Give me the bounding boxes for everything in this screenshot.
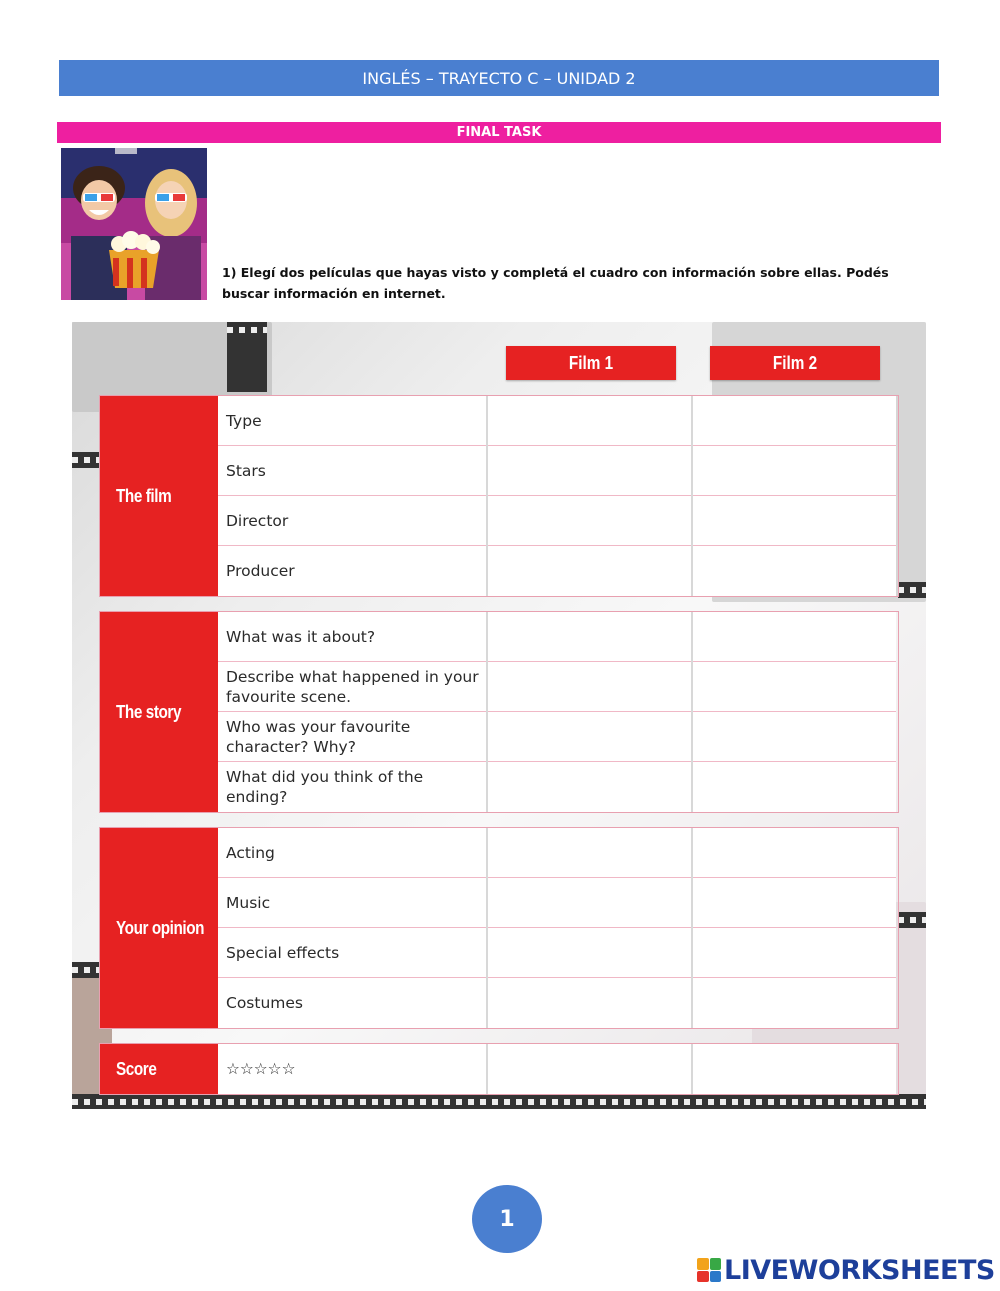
film2-type-input[interactable] xyxy=(693,396,896,445)
score-stars: ☆☆☆☆☆ xyxy=(226,1060,296,1078)
film2-score-input[interactable] xyxy=(693,1044,896,1094)
unit-title-bar xyxy=(59,60,939,96)
film-strip-top xyxy=(227,322,267,392)
film1-type-input[interactable] xyxy=(488,396,691,445)
row-label-music: Music xyxy=(218,878,486,928)
film-1-header: Film 1 xyxy=(506,346,676,380)
film1-effects-input[interactable] xyxy=(488,928,691,977)
film-strip-right xyxy=(898,582,926,598)
section-label-the-story: The story xyxy=(100,612,218,812)
film2-costumes-input[interactable] xyxy=(693,978,896,1028)
section-label-the-film: The film xyxy=(100,396,218,596)
row-label-director: Director xyxy=(218,496,486,546)
film1-music-input[interactable] xyxy=(488,878,691,927)
film2-producer-input[interactable] xyxy=(693,546,896,596)
film1-acting-input[interactable] xyxy=(488,828,691,877)
page-number: 1 xyxy=(499,1206,515,1232)
movie-audience-illustration xyxy=(61,148,207,300)
section-label-your-opinion: Your opinion xyxy=(100,828,218,1028)
liveworksheets-logo-icon xyxy=(697,1258,721,1282)
film2-acting-input[interactable] xyxy=(693,828,896,877)
row-label-about: What was it about? xyxy=(218,612,486,662)
film2-about-input[interactable] xyxy=(693,612,896,661)
film1-score-input[interactable] xyxy=(488,1044,691,1094)
section-your-opinion xyxy=(100,828,898,1028)
film2-stars-input[interactable] xyxy=(693,446,896,495)
film2-character-input[interactable] xyxy=(693,712,896,761)
film1-character-input[interactable] xyxy=(488,712,691,761)
film2-music-input[interactable] xyxy=(693,878,896,927)
film2-director-input[interactable] xyxy=(693,496,896,545)
row-label-acting: Acting xyxy=(218,828,486,878)
film-strip-left xyxy=(72,452,102,468)
page-number-badge xyxy=(472,1185,542,1253)
final-task-bar xyxy=(57,122,941,143)
row-label-ending: What did you think of the ending? xyxy=(226,768,424,806)
section-score xyxy=(100,1044,898,1094)
film2-ending-input[interactable] xyxy=(693,762,896,812)
row-label-favourite-character: Who was your favourite character? Why? xyxy=(218,712,486,762)
row-label-stars: Stars xyxy=(218,446,486,496)
unit-title: INGLÉS – TRAYECTO C – UNIDAD 2 xyxy=(362,68,636,88)
exercise-instructions: 1) Elegí dos películas que hayas visto y completá el cuadro con información sobre ellas. Podés buscar información en internet. xyxy=(222,265,889,301)
film-2-header: Film 2 xyxy=(710,346,880,380)
row-label-favourite-scene: Describe what happened in your favourite scene. xyxy=(218,662,486,712)
row-label-special-effects: Special effects xyxy=(218,928,486,978)
section-the-film xyxy=(100,396,898,596)
film1-producer-input[interactable] xyxy=(488,546,691,596)
liveworksheets-brand xyxy=(697,1253,995,1287)
film1-scene-input[interactable] xyxy=(488,662,691,711)
row-label-producer: Producer xyxy=(226,562,295,580)
film-strip-right-lower xyxy=(898,912,926,928)
film1-ending-input[interactable] xyxy=(488,762,691,812)
section-label-score: Score xyxy=(100,1044,218,1094)
final-task-title: FINAL TASK xyxy=(456,125,542,140)
film-strip-bottom xyxy=(72,1094,926,1109)
film2-effects-input[interactable] xyxy=(693,928,896,977)
film-strip-bottom-left xyxy=(72,962,102,978)
film1-director-input[interactable] xyxy=(488,496,691,545)
row-label-type: Type xyxy=(218,396,486,446)
film1-about-input[interactable] xyxy=(488,612,691,661)
section-the-story xyxy=(100,612,898,812)
film1-costumes-input[interactable] xyxy=(488,978,691,1028)
row-label-costumes: Costumes xyxy=(226,994,303,1012)
film2-scene-input[interactable] xyxy=(693,662,896,711)
film-table-sheet xyxy=(72,322,926,1109)
film1-stars-input[interactable] xyxy=(488,446,691,495)
brand-name: LIVEWORKSHEETS xyxy=(724,1254,995,1286)
